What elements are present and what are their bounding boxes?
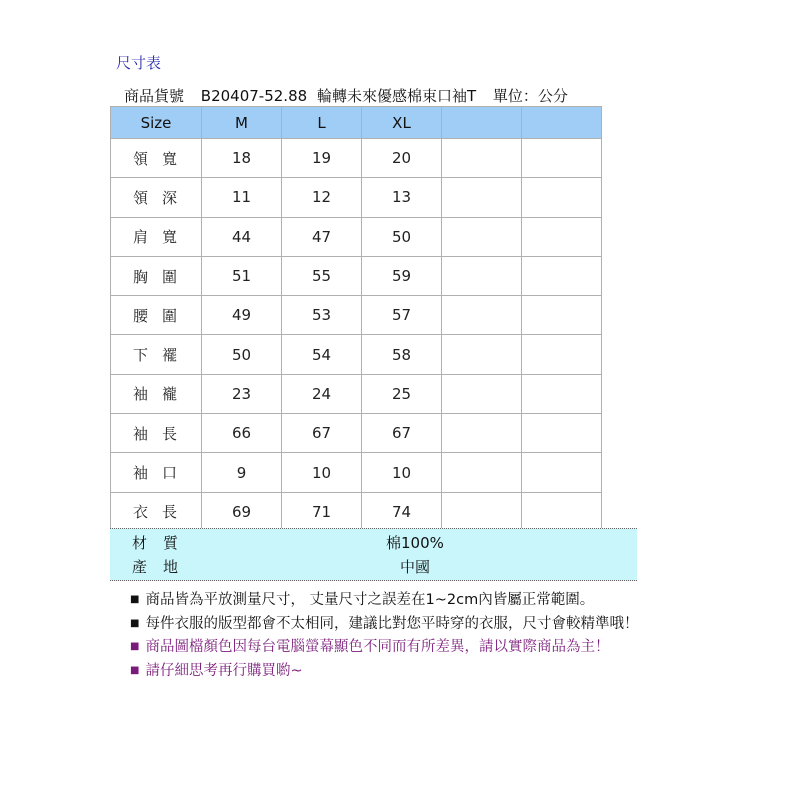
table-cell [442, 178, 522, 217]
header-m: M [202, 107, 282, 139]
header-size: Size [111, 107, 202, 139]
measurement-label: 肩寬 [111, 217, 202, 256]
measurement-label: 下襬 [111, 335, 202, 374]
table-cell: 12 [282, 178, 362, 217]
table-cell: 20 [362, 139, 442, 178]
table-cell [522, 217, 602, 256]
table-cell [522, 335, 602, 374]
page-title: 尺寸表 [116, 54, 162, 72]
table-cell [522, 139, 602, 178]
header-l: L [282, 107, 362, 139]
measurement-label: 領深 [111, 178, 202, 217]
origin-row [110, 556, 637, 580]
table-cell: 69 [202, 492, 282, 531]
origin-label: 產地 [132, 558, 195, 576]
bullet-icon: ■ [130, 641, 140, 652]
table-cell: 57 [362, 296, 442, 335]
table-header-row [111, 107, 602, 139]
table-cell: 50 [362, 217, 442, 256]
table-cell [522, 296, 602, 335]
table-cell: 74 [362, 492, 442, 531]
measurement-label: 衣長 [111, 492, 202, 531]
note-item [130, 659, 638, 683]
table-cell: 13 [362, 178, 442, 217]
note-text: 請仔細思考再行購買喲~ [145, 662, 303, 679]
note-item [130, 588, 638, 612]
table-cell [522, 414, 602, 453]
table-cell: 55 [282, 256, 362, 295]
table-cell: 19 [282, 139, 362, 178]
material-value: 棉100% [386, 534, 444, 552]
table-cell: 44 [202, 217, 282, 256]
table-cell: 67 [282, 414, 362, 453]
table-cell: 71 [282, 492, 362, 531]
table-cell: 59 [362, 256, 442, 295]
table-cell: 25 [362, 374, 442, 413]
table-cell [522, 178, 602, 217]
unit-label: 單位：公分 [492, 87, 568, 105]
material-section [110, 528, 637, 581]
product-info [124, 85, 580, 106]
header-xl: XL [362, 107, 442, 139]
note-text: 每件衣服的版型都會不太相同，建議比對您平時穿的衣服，尺寸會較精準哦！ [145, 615, 639, 632]
product-code-label: 商品貨號 [124, 87, 185, 105]
table-cell [522, 374, 602, 413]
bullet-icon: ■ [130, 594, 140, 605]
table-row [111, 492, 602, 531]
measurement-label: 袖口 [111, 453, 202, 492]
table-row [111, 217, 602, 256]
table-cell: 24 [282, 374, 362, 413]
table-cell: 50 [202, 335, 282, 374]
table-cell: 10 [282, 453, 362, 492]
table-cell [442, 335, 522, 374]
table-cell: 47 [282, 217, 362, 256]
measurement-label: 腰圍 [111, 296, 202, 335]
table-cell: 67 [362, 414, 442, 453]
note-item [130, 612, 638, 636]
product-code: B20407-52.88 [200, 87, 308, 105]
table-cell: 9 [202, 453, 282, 492]
product-name: 輪轉未來優感棉束口袖T [316, 87, 477, 105]
table-row [111, 296, 602, 335]
table-cell [442, 139, 522, 178]
table-cell [522, 492, 602, 531]
table-row [111, 139, 602, 178]
bullet-icon: ■ [130, 617, 140, 629]
bullet-icon: ■ [130, 664, 140, 676]
table-cell: 51 [202, 256, 282, 295]
table-cell: 49 [202, 296, 282, 335]
table-cell: 54 [282, 335, 362, 374]
size-table [110, 106, 602, 532]
table-row [111, 414, 602, 453]
table-row [111, 256, 602, 295]
table-row [111, 335, 602, 374]
table-cell: 11 [202, 178, 282, 217]
table-cell: 66 [202, 414, 282, 453]
table-row [111, 453, 602, 492]
origin-value: 中國 [400, 558, 431, 576]
table-cell [442, 492, 522, 531]
note-item [130, 635, 638, 659]
table-cell: 10 [362, 453, 442, 492]
table-cell: 18 [202, 139, 282, 178]
note-text: 商品圖檔顏色因每台電腦螢幕顯色不同而有所差異，請以實際商品為主！ [145, 639, 610, 655]
table-cell [442, 414, 522, 453]
table-cell [442, 217, 522, 256]
material-label: 材質 [132, 534, 195, 552]
table-cell [442, 256, 522, 295]
header-empty [442, 107, 522, 139]
table-cell: 58 [362, 335, 442, 374]
notes-list [130, 588, 638, 682]
measurement-label: 領寬 [111, 139, 202, 178]
table-cell [442, 453, 522, 492]
note-text: 商品皆為平放測量尺寸， 丈量尺寸之誤差在1~2cm內皆屬正常範圍。 [145, 592, 595, 608]
header-empty [522, 107, 602, 139]
table-cell [522, 256, 602, 295]
table-cell: 53 [282, 296, 362, 335]
table-cell: 23 [202, 374, 282, 413]
material-row [110, 532, 637, 556]
measurement-label: 袖襱 [111, 374, 202, 413]
table-cell [442, 296, 522, 335]
measurement-label: 袖長 [111, 414, 202, 453]
measurement-label: 胸圍 [111, 256, 202, 295]
table-row [111, 374, 602, 413]
table-cell [522, 453, 602, 492]
table-row [111, 178, 602, 217]
table-cell [442, 374, 522, 413]
